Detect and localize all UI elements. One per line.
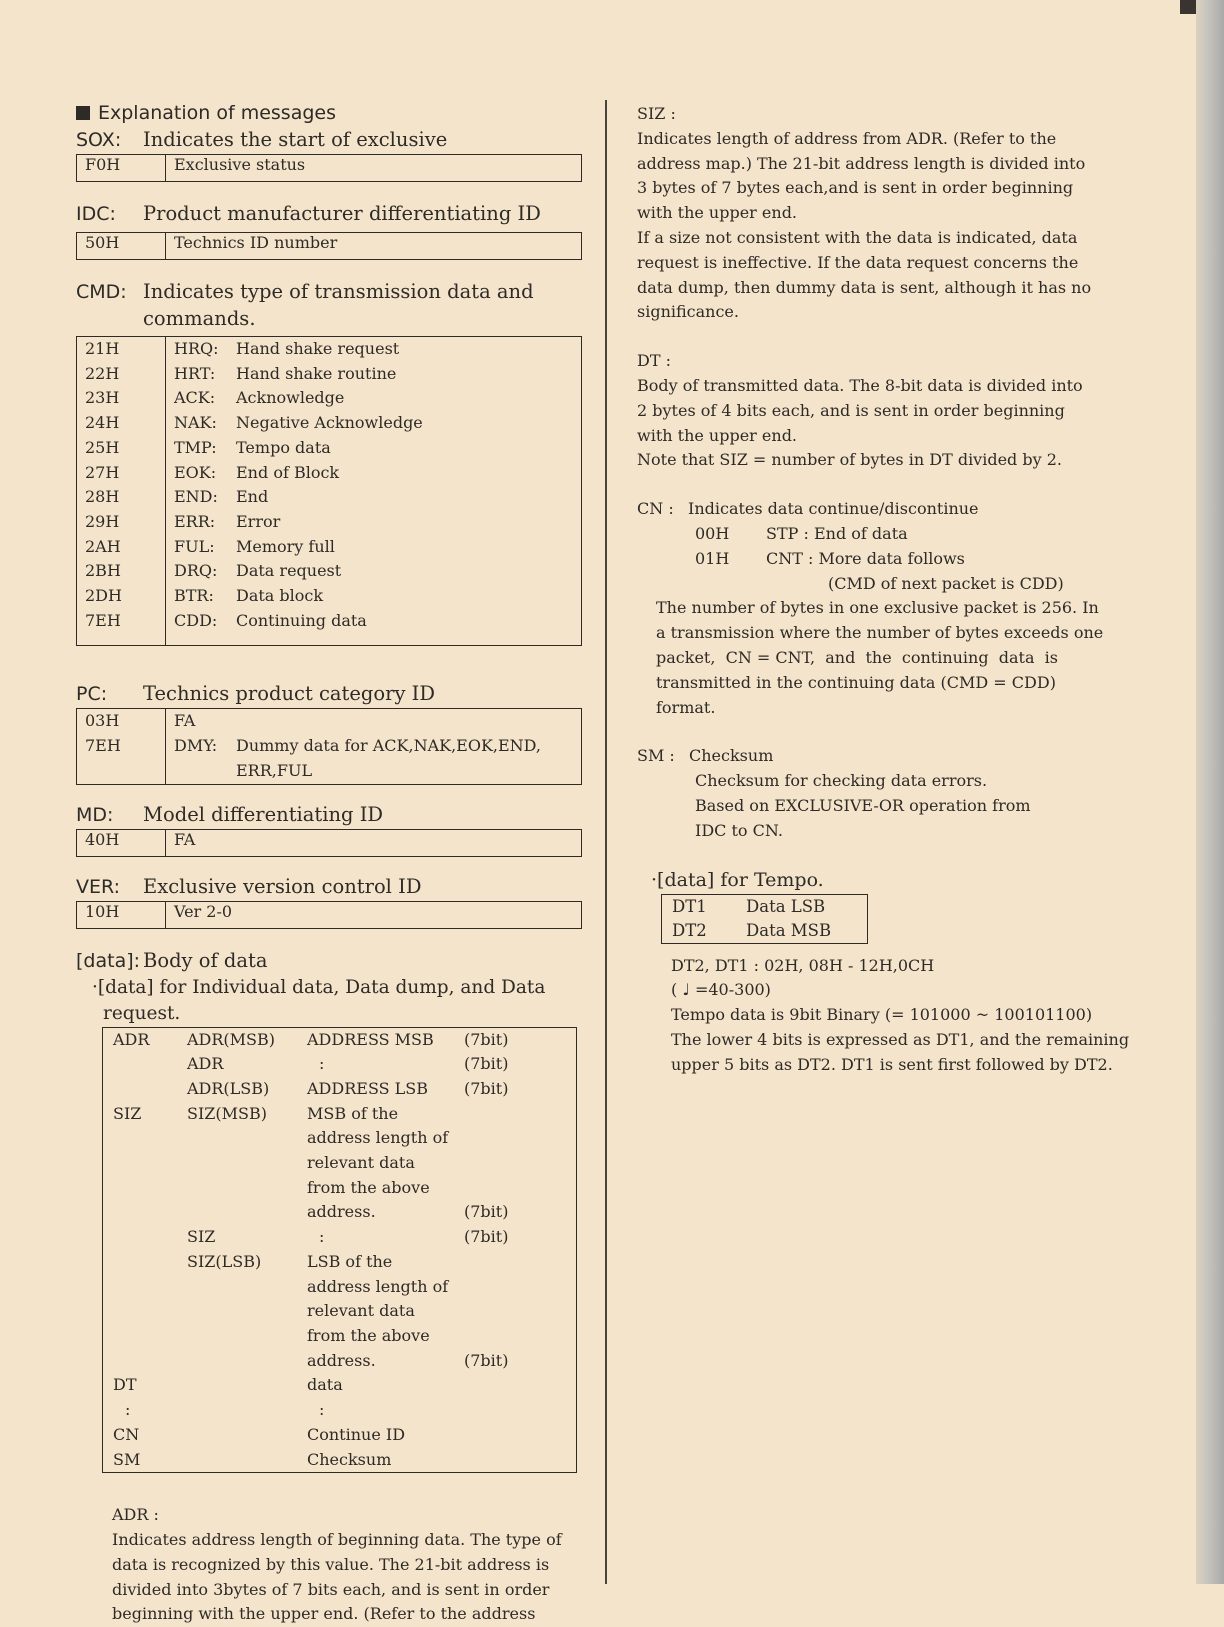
table-row xyxy=(77,233,582,260)
field-description: ADDRESS LSB xyxy=(307,1078,429,1098)
field-bits xyxy=(454,1423,577,1448)
tempo-paragraph xyxy=(637,954,1142,1078)
cmd-code: 25H xyxy=(85,437,120,457)
table-row xyxy=(103,1225,577,1250)
field-bits xyxy=(454,1448,577,1473)
md-code: 40H xyxy=(77,829,166,856)
pc-entry xyxy=(174,734,581,759)
data-heading xyxy=(76,947,582,975)
tempo-line: DT2, DT1 : 02H, 08H - 12H,0CH xyxy=(671,955,935,975)
cn-heading xyxy=(637,497,1142,522)
field-description: relevant data from the above xyxy=(307,1153,430,1197)
table-row xyxy=(77,709,582,784)
siz-line: 3 bytes of 7 bytes each,and is sent in order beginning xyxy=(637,178,1074,198)
field-name xyxy=(177,1349,297,1374)
field-group xyxy=(103,1225,178,1250)
tempo-line: The lower 4 bits is expressed as DT1, and the remaining xyxy=(671,1029,1130,1049)
cmd-abbr: ERR: xyxy=(174,511,216,531)
cn-paragraph xyxy=(637,596,1142,720)
field-description: data xyxy=(307,1375,343,1395)
ver-label: VER: xyxy=(76,875,121,898)
field-name: SIZ(LSB) xyxy=(187,1251,262,1271)
sox-heading xyxy=(76,126,582,154)
idc-value: Technics ID number xyxy=(174,233,338,252)
adr-line: divided into 3bytes of 7 bits each, and is sent in order xyxy=(112,1579,550,1599)
cmd-code: 22H xyxy=(85,363,120,383)
cmd-meaning: Hand shake request xyxy=(236,339,400,358)
adr-explanation xyxy=(76,1503,582,1627)
cn-row xyxy=(637,547,1142,572)
cmd-entry xyxy=(174,411,581,436)
field-description: MSB of the address length of xyxy=(307,1103,449,1148)
sm-title: SM : xyxy=(637,746,675,766)
siz-line: with the upper end. xyxy=(637,203,798,223)
table-row xyxy=(103,1448,577,1473)
field-bits xyxy=(454,1151,577,1200)
field-description: relevant data from the above xyxy=(307,1301,430,1345)
tempo-code: DT2 xyxy=(672,920,707,940)
field-bits: (7bit) xyxy=(464,1202,509,1222)
table-row xyxy=(77,337,582,646)
cmd-abbr: HRT: xyxy=(174,363,216,383)
bullet-square-icon xyxy=(76,106,90,120)
pc-value: FA xyxy=(174,711,196,731)
field-bits: (7bit) xyxy=(464,1054,509,1074)
cmd-abbr: EOK: xyxy=(174,462,217,482)
pc-codes xyxy=(77,709,166,784)
sox-code: F0H xyxy=(77,155,166,182)
table-row xyxy=(77,155,582,182)
field-group: CN xyxy=(113,1424,140,1444)
cn-line: a transmission where the number of bytes exceeds one xyxy=(656,623,1104,643)
data-description: Body of data xyxy=(143,948,268,972)
cmd-meaning: Negative Acknowledge xyxy=(236,413,423,433)
ver-code: 10H xyxy=(77,901,166,928)
cn-meaning: CNT : More data follows xyxy=(766,548,965,568)
sm-line: Based on EXCLUSIVE-OR operation from xyxy=(695,795,1031,815)
data-label: [data]: xyxy=(76,949,141,972)
table-row xyxy=(103,1027,577,1052)
tempo-line: upper 5 bits as DT2. DT1 is sent first followed by DT2. xyxy=(671,1054,1113,1074)
adr-line: data is recognized by this value. The 21-bit address is xyxy=(112,1554,550,1574)
table-row xyxy=(103,1299,577,1348)
cmd-abbr: HRQ: xyxy=(174,339,219,358)
md-table xyxy=(76,829,582,857)
sm-heading xyxy=(637,744,1142,769)
cmd-code: 28H xyxy=(85,487,120,507)
table-row xyxy=(77,829,582,856)
column-divider xyxy=(605,100,607,1584)
field-description: : xyxy=(319,1227,325,1247)
cmd-meaning: Memory full xyxy=(236,536,335,556)
cmd-description-cont: commands. xyxy=(143,307,256,330)
field-group xyxy=(103,1077,178,1102)
adr-line: Indicates address length of beginning data. The type of xyxy=(112,1530,562,1549)
table-row xyxy=(662,894,868,919)
table-row xyxy=(103,1349,577,1374)
field-bits: (7bit) xyxy=(464,1029,509,1049)
field-bits: (7bit) xyxy=(464,1350,509,1370)
md-value: FA xyxy=(174,829,196,849)
pc-abbr: DMY: xyxy=(174,736,218,756)
cmd-abbr: CDD: xyxy=(174,610,218,630)
field-name xyxy=(177,1299,297,1348)
table-row xyxy=(103,1250,577,1299)
field-description: : xyxy=(319,1054,325,1074)
tempo-line: ( ♩ =40-300) xyxy=(671,980,771,1000)
sox-description: Indicates the start of exclusive xyxy=(143,128,448,151)
sm-paragraph xyxy=(637,769,1142,843)
left-column xyxy=(76,100,582,1627)
ver-description: Exclusive version control ID xyxy=(143,874,422,898)
pc-description: Technics product category ID xyxy=(143,682,435,706)
cmd-abbr: DRQ: xyxy=(174,561,218,581)
cn-line: transmitted in the continuing data (CMD = CDD) xyxy=(656,672,1056,692)
cmd-code: 21H xyxy=(85,339,120,358)
cmd-meaning: Data block xyxy=(236,586,324,606)
pc-meaning: Dummy data for ACK,NAK,EOK,END, xyxy=(236,736,542,756)
cmd-entry xyxy=(174,584,581,609)
table-row xyxy=(103,1373,577,1398)
siz-line: data dump, then dummy data is sent, although it has no xyxy=(637,277,1092,297)
cmd-code: 2AH xyxy=(85,536,121,556)
dt-line: Note that SIZ = number of bytes in DT divided by 2. xyxy=(637,450,1063,470)
siz-line: significance. xyxy=(637,302,739,322)
cmd-code: 23H xyxy=(85,388,120,408)
pc-meaning-cont: ERR,FUL xyxy=(236,760,313,780)
idc-code: 50H xyxy=(77,233,166,260)
pc-table xyxy=(76,708,582,784)
cmd-entry xyxy=(174,535,581,560)
field-bits xyxy=(454,1102,577,1151)
section-heading xyxy=(76,100,582,126)
pc-label: PC: xyxy=(76,683,108,706)
cmd-entry xyxy=(174,436,581,461)
table-row xyxy=(103,1398,577,1423)
sm-line: Checksum for checking data errors. xyxy=(695,771,988,791)
field-description: address. xyxy=(307,1350,376,1370)
right-column xyxy=(637,102,1142,1078)
cmd-entry xyxy=(174,609,581,634)
adr-title: ADR : xyxy=(112,1505,159,1525)
field-bits xyxy=(454,1250,577,1299)
field-bits: (7bit) xyxy=(464,1078,509,1098)
idc-table xyxy=(76,232,582,260)
table-row xyxy=(103,1151,577,1200)
field-description: Checksum xyxy=(307,1449,392,1469)
siz-line: Indicates length of address from ADR. (Refer to the xyxy=(637,128,1057,148)
cmd-description: Indicates type of transmission data and xyxy=(143,280,534,303)
field-name xyxy=(177,1373,297,1398)
field-group: DT xyxy=(113,1375,137,1395)
field-group xyxy=(103,1151,178,1200)
cmd-abbr: TMP: xyxy=(174,437,217,457)
cn-line: format. xyxy=(656,697,716,717)
cmd-entry xyxy=(174,510,581,535)
cn-note: (CMD of next packet is CDD) xyxy=(828,573,1064,593)
cn-line: packet, CN = CNT, and the continuing data is xyxy=(656,647,1059,667)
tempo-line: Tempo data is 9bit Binary (= 101000 ~ 100101100) xyxy=(671,1005,1093,1025)
cmd-entry xyxy=(174,362,581,387)
sm-line: IDC to CN. xyxy=(695,820,783,840)
cmd-codes xyxy=(77,337,166,646)
pc-code: 03H xyxy=(85,711,120,731)
cmd-abbr: ACK: xyxy=(174,388,216,408)
sox-label: SOX: xyxy=(76,129,122,151)
field-group: SM xyxy=(113,1449,141,1469)
tempo-code: DT1 xyxy=(672,896,707,916)
field-description: : xyxy=(319,1400,325,1420)
table-row xyxy=(103,1102,577,1151)
cmd-code: 24H xyxy=(85,413,120,433)
cmd-table xyxy=(76,336,582,646)
siz-title: SIZ : xyxy=(637,104,676,123)
tempo-value: Data LSB xyxy=(746,896,826,916)
cmd-meaning: Continuing data xyxy=(236,610,367,630)
cmd-code: 2DH xyxy=(85,586,122,606)
cn-code: 00H xyxy=(695,523,730,543)
cmd-heading xyxy=(76,278,582,306)
field-name xyxy=(177,1200,297,1225)
cmd-entry xyxy=(174,559,581,584)
sm-description: Checksum xyxy=(689,746,774,766)
cmd-abbr: NAK: xyxy=(174,413,217,433)
tempo-value: Data MSB xyxy=(746,920,832,940)
cmd-abbr: END: xyxy=(174,487,218,507)
table-row xyxy=(103,1423,577,1448)
pc-code: 7EH xyxy=(85,736,121,756)
field-group xyxy=(103,1299,178,1348)
cmd-entry xyxy=(174,485,581,510)
field-description: Continue ID xyxy=(307,1424,406,1444)
field-group xyxy=(103,1200,178,1225)
cn-row xyxy=(637,522,1142,547)
cmd-abbr: BTR: xyxy=(174,586,214,606)
tempo-title: ·[data] for Tempo. xyxy=(651,868,824,891)
page-edge xyxy=(1196,0,1224,1584)
dt-line: 2 bytes of 4 bits each, and is sent in order beginning xyxy=(637,400,1065,420)
field-description: address. xyxy=(307,1202,376,1222)
cmd-code: 27H xyxy=(85,462,120,482)
cmd-code: 2BH xyxy=(85,561,121,581)
cmd-entries xyxy=(166,337,582,646)
data-subheading-line: ·[data] for Individual data, Data dump, and Data xyxy=(92,976,546,998)
cmd-code: 7EH xyxy=(85,610,121,630)
cmd-meaning: Data request xyxy=(236,561,342,581)
table-row xyxy=(77,901,582,928)
cn-description: Indicates data continue/discontinue xyxy=(688,499,979,519)
cmd-code: 29H xyxy=(85,511,120,531)
cmd-meaning: Acknowledge xyxy=(236,388,345,408)
sox-table xyxy=(76,154,582,182)
cmd-entry xyxy=(174,461,581,486)
field-name xyxy=(177,1151,297,1200)
field-bits xyxy=(454,1373,577,1398)
tempo-table xyxy=(661,894,868,944)
data-subheading xyxy=(76,975,582,1027)
dt-title: DT : xyxy=(637,351,671,371)
table-row xyxy=(103,1052,577,1077)
ver-table xyxy=(76,901,582,929)
dt-line: Body of transmitted data. The 8-bit data is divided into xyxy=(637,375,1083,395)
idc-heading xyxy=(76,200,582,228)
cmd-meaning: Tempo data xyxy=(236,437,331,457)
pc-entries xyxy=(166,709,582,784)
field-name: SIZ(MSB) xyxy=(187,1103,267,1123)
cn-line: The number of bytes in one exclusive packet is 256. In xyxy=(656,598,1099,618)
table-row xyxy=(103,1077,577,1102)
cmd-entry xyxy=(174,386,581,411)
sox-value: Exclusive status xyxy=(174,155,306,174)
field-group xyxy=(103,1250,178,1299)
cn-code: 01H xyxy=(695,548,730,568)
cmd-abbr: FUL: xyxy=(174,536,215,556)
field-group: SIZ xyxy=(113,1103,142,1123)
siz-line: request is ineffective. If the data request concerns the xyxy=(637,252,1079,272)
table-row xyxy=(662,919,868,944)
field-name: ADR(LSB) xyxy=(187,1078,270,1098)
cmd-entry xyxy=(174,337,581,362)
section-title: Explanation of messages xyxy=(98,102,336,124)
md-heading xyxy=(76,801,582,829)
cmd-meaning: End of Block xyxy=(236,462,340,482)
idc-label: IDC: xyxy=(76,203,116,225)
cmd-meaning: Error xyxy=(236,511,281,531)
field-name xyxy=(177,1398,297,1423)
siz-line: If a size not consistent with the data is indicated, data xyxy=(637,227,1078,247)
md-label: MD: xyxy=(76,803,114,826)
cmd-meaning: Hand shake routine xyxy=(236,363,397,383)
cmd-label: CMD: xyxy=(76,281,127,303)
siz-line: address map.) The 21-bit address length is divided into xyxy=(637,153,1086,173)
field-bits xyxy=(454,1299,577,1348)
field-group: ADR xyxy=(113,1029,150,1049)
field-description: LSB of the address length of xyxy=(307,1251,449,1296)
adr-line: beginning with the upper end. (Refer to the address xyxy=(112,1604,536,1624)
field-group: : xyxy=(125,1400,131,1420)
idc-description: Product manufacturer differentiating ID xyxy=(143,202,541,225)
table-row xyxy=(103,1200,577,1225)
field-bits: (7bit) xyxy=(464,1227,509,1247)
dt-line: with the upper end. xyxy=(637,425,798,445)
md-description: Model differentiating ID xyxy=(143,802,384,826)
ver-value: Ver 2-0 xyxy=(174,901,233,921)
pc-heading xyxy=(76,680,582,708)
field-name: ADR xyxy=(187,1054,224,1074)
ver-heading xyxy=(76,873,582,901)
cn-title: CN : xyxy=(637,499,674,519)
data-structure-table xyxy=(102,1027,577,1474)
field-description: ADDRESS MSB xyxy=(307,1029,434,1049)
field-group xyxy=(103,1349,178,1374)
field-bits xyxy=(454,1398,577,1423)
field-name xyxy=(177,1423,297,1448)
field-group xyxy=(103,1052,178,1077)
data-subheading-line: request. xyxy=(103,1002,181,1024)
field-name: SIZ xyxy=(187,1227,216,1247)
field-name: ADR(MSB) xyxy=(187,1029,276,1049)
cmd-meaning: End xyxy=(236,487,269,507)
field-name xyxy=(177,1448,297,1473)
cn-meaning: STP : End of data xyxy=(766,523,908,543)
